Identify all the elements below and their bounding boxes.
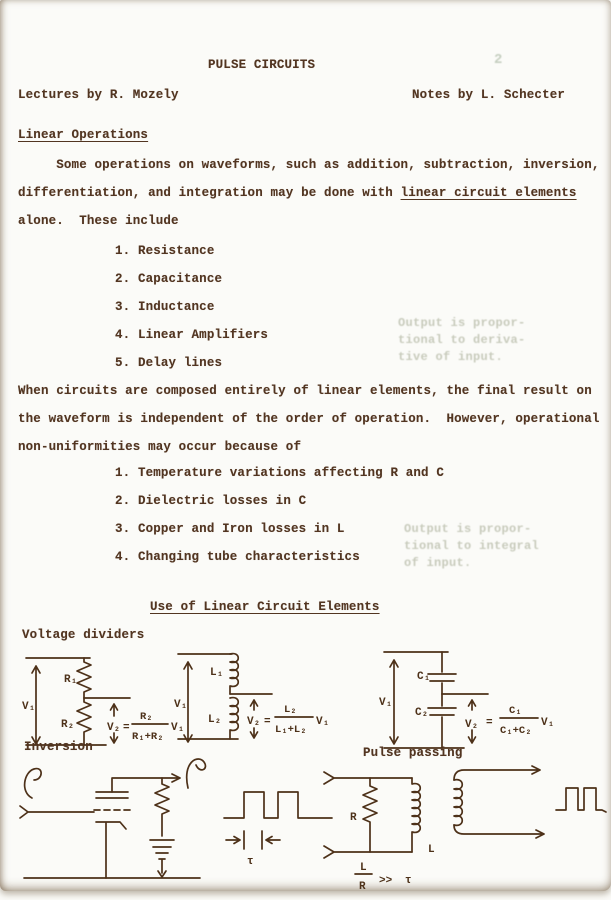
nonuniformities-list-item: 1. Temperature variations affecting R and C [115, 466, 445, 480]
paragraph-line [18, 186, 577, 200]
condition-numerator: L [360, 862, 367, 874]
equals-sign: = [123, 722, 130, 734]
bleedthrough-note: Output is propor- [404, 522, 532, 536]
ghost-page-number: 2 [494, 52, 503, 68]
fraction-denominator: C₁+C₂ [500, 725, 532, 737]
paragraph-line: Some operations on waveforms, such as addition, subtraction, inversion, [18, 158, 600, 172]
underlined-phrase: linear circuit elements [400, 186, 577, 200]
paragraph-text: differentiation, and integration may be done with [18, 186, 401, 200]
inductor-output-diagram [438, 758, 608, 858]
pulse-width-diagram [220, 768, 338, 868]
label-r2: R₂ [61, 719, 75, 731]
label-vin: V₁ [541, 717, 555, 729]
paragraph-line: non-uniformities may occur because of [18, 440, 302, 454]
label-r1: R₁ [64, 674, 78, 686]
inversion-circuit-diagram [12, 752, 217, 892]
bleedthrough-note: tional to integral [404, 539, 540, 553]
paragraph-line: alone. These include [18, 214, 179, 228]
condition-denominator: R [359, 881, 366, 893]
section-heading-linear-operations: Linear Operations [18, 128, 149, 142]
label-v1: V₁ [174, 699, 188, 711]
bleedthrough-note: tive of input. [398, 350, 504, 364]
section-heading-use-of-elements: Use of Linear Circuit Elements [150, 600, 380, 614]
fraction-numerator: R₂ [140, 711, 153, 723]
label-v2: V₂ [247, 716, 261, 728]
bleedthrough-note: of input. [404, 556, 472, 570]
label-c1: C₁ [417, 671, 431, 683]
inductive-divider-diagram [172, 642, 337, 762]
condition-operator: >> [379, 875, 393, 887]
linear-elements-list-item: 4. Linear Amplifiers [115, 328, 269, 342]
equals-sign: = [264, 716, 271, 728]
label-l1: L₁ [210, 667, 224, 679]
fraction-numerator: C₁ [509, 705, 522, 717]
fraction-numerator: L₂ [284, 704, 297, 716]
label-vin: V₁ [171, 722, 185, 734]
pulse-passing-label: Pulse passing [363, 746, 463, 760]
fraction-denominator: L₁+L₂ [275, 724, 307, 736]
rl-circuit-diagram [322, 762, 442, 894]
label-l: L [428, 844, 435, 856]
label-v2: V₂ [465, 719, 479, 731]
equals-sign: = [486, 717, 493, 729]
label-v1: V₁ [22, 701, 36, 713]
nonuniformities-list-item: 3. Copper and Iron losses in L [115, 522, 345, 536]
condition-tau: τ [405, 875, 412, 887]
label-r: R [350, 812, 357, 824]
linear-elements-list-item: 5. Delay lines [115, 356, 223, 370]
label-tau: τ [247, 856, 254, 868]
fraction-denominator: R₁+R₂ [132, 731, 164, 743]
byline-right: Notes by L. Schecter [412, 88, 566, 102]
label-vin: V₁ [316, 716, 330, 728]
label-v1: V₁ [379, 697, 393, 709]
bleedthrough-note: Output is propor- [398, 316, 526, 330]
bleedthrough-note: tional to deriva- [398, 333, 526, 347]
inversion-label: Inversion [24, 740, 93, 754]
voltage-dividers-label: Voltage dividers [22, 628, 145, 642]
linear-elements-list-item: 3. Inductance [115, 300, 215, 314]
linear-elements-list-item: 2. Capacitance [115, 272, 223, 286]
label-v2: V₂ [107, 722, 121, 734]
label-c2: C₂ [415, 707, 429, 719]
nonuniformities-list-item: 2. Dielectric losses in C [115, 494, 307, 508]
page-title: PULSE CIRCUITS [208, 58, 316, 72]
label-l2: L₂ [208, 714, 222, 726]
paragraph-line: the waveform is independent of the order of operation. However, operational [18, 412, 600, 426]
nonuniformities-list-item: 4. Changing tube characteristics [115, 550, 360, 564]
paragraph-line: When circuits are composed entirely of linear elements, the final result on [18, 384, 592, 398]
byline-left: Lectures by R. Mozely [18, 88, 179, 102]
linear-elements-list-item: 1. Resistance [115, 244, 215, 258]
